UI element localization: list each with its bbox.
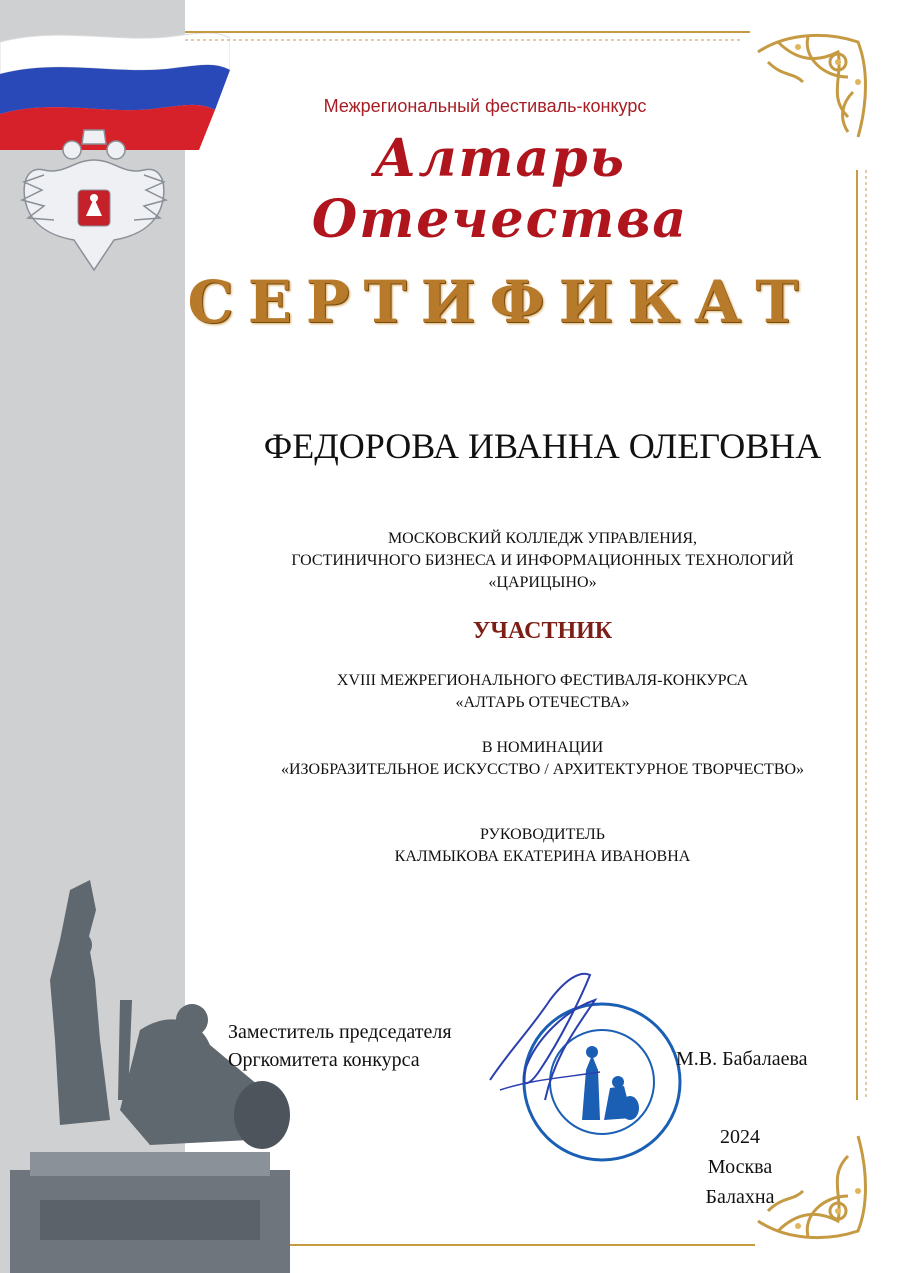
festival-block (185, 670, 900, 714)
festival-title: Алтарь Отечества (311, 128, 689, 250)
coat-of-arms-icon (14, 120, 174, 280)
certificate-heading: СЕРТИФИКАТ (187, 268, 813, 336)
organization-line: «ЦАРИЦЫНО» (488, 574, 597, 591)
organization-line: МОСКОВСКИЙ КОЛЛЕДЖ УПРАВЛЕНИЯ, (387, 530, 698, 547)
festival-line: XVIII МЕЖРЕГИОНАЛЬНОГО ФЕСТИВАЛЯ-КОНКУРСА (336, 672, 749, 689)
nomination-line: «ИЗОБРАЗИТЕЛЬНОЕ ИСКУССТВО / АРХИТЕКТУРНОЕ ТВОРЧЕСТВО» (280, 761, 805, 778)
signatory-name: М.В. Бабалаева (676, 1048, 808, 1070)
organization-block (185, 528, 900, 594)
handwritten-signature-icon (470, 960, 630, 1120)
festival-subtitle: Межрегиональный фестиваль-конкурс (323, 96, 647, 116)
footer-place-date (690, 1122, 790, 1212)
footer-city: Балахна (705, 1186, 775, 1208)
signatory-line: Заместитель председателя (228, 1021, 452, 1043)
recipient-name: ФЕДОРОВА ИВАННА ОЛЕГОВНА (263, 426, 822, 466)
nomination-line: В НОМИНАЦИИ (481, 739, 604, 756)
footer-year: 2024 (720, 1126, 760, 1148)
signatory-position (228, 1018, 452, 1074)
leader-line: КАЛМЫКОВА ЕКАТЕРИНА ИВАНОВНА (394, 848, 691, 865)
leader-block (185, 824, 900, 868)
participant-role: УЧАСТНИК (472, 618, 613, 644)
nomination-block (185, 737, 900, 781)
organization-line: ГОСТИНИЧНОГО БИЗНЕСА И ИНФОРМАЦИОННЫХ ТЕХНОЛОГИЙ (291, 552, 794, 569)
footer-city: Москва (707, 1156, 773, 1178)
leader-line: РУКОВОДИТЕЛЬ (480, 826, 605, 843)
festival-line: «АЛТАРЬ ОТЕЧЕСТВА» (455, 694, 630, 711)
signatory-line: Оргкомитета конкурса (228, 1049, 420, 1071)
